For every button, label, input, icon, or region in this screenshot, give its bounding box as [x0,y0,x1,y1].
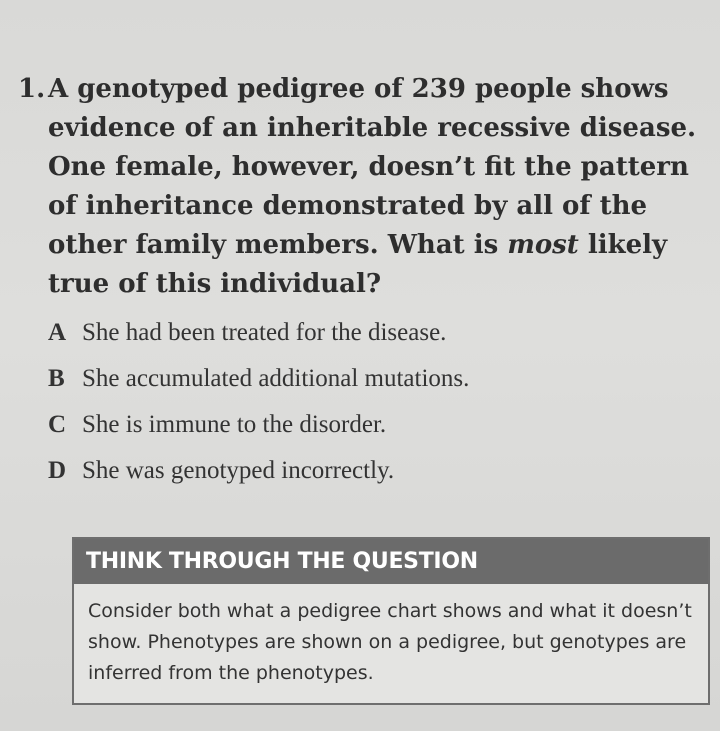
question-number: 1. [18,74,46,104]
choice-a [48,310,708,356]
choice-text: She had been treated for the disease. [82,319,447,346]
choice-letter: A [48,319,67,346]
stem-emphasis: most [507,230,579,260]
answer-choices [48,310,708,494]
choice-b [48,356,708,402]
choice-letter: C [48,411,67,438]
choice-letter: D [48,457,67,484]
choice-letter: B [48,365,65,392]
choice-text: She is immune to the disorder. [82,411,387,438]
think-box-body: Consider both what a pedigree chart shows and what it doesn’t show. Phenotypes are shown on a pedigree, but genotypes are inferred from the phenotypes. [88,600,692,684]
think-through-box [72,537,710,705]
choice-d [48,448,708,494]
question-block [18,70,708,494]
choice-text: She was genotyped incorrectly. [82,457,395,484]
stem-text-part1: A genotyped pedigree of 239 people shows evidence of an inheritable recessive disease. One female, however, doesn’t fit the pattern of inheritance demonstrated by all of the other family members. What is [48,74,697,260]
choice-c [48,402,708,448]
think-box-title: THINK THROUGH THE QUESTION [74,539,708,584]
stem-text-part2: likely true of this individual? [48,230,668,299]
choice-text: She accumulated additional mutations. [82,365,470,392]
question-stem [18,70,708,304]
